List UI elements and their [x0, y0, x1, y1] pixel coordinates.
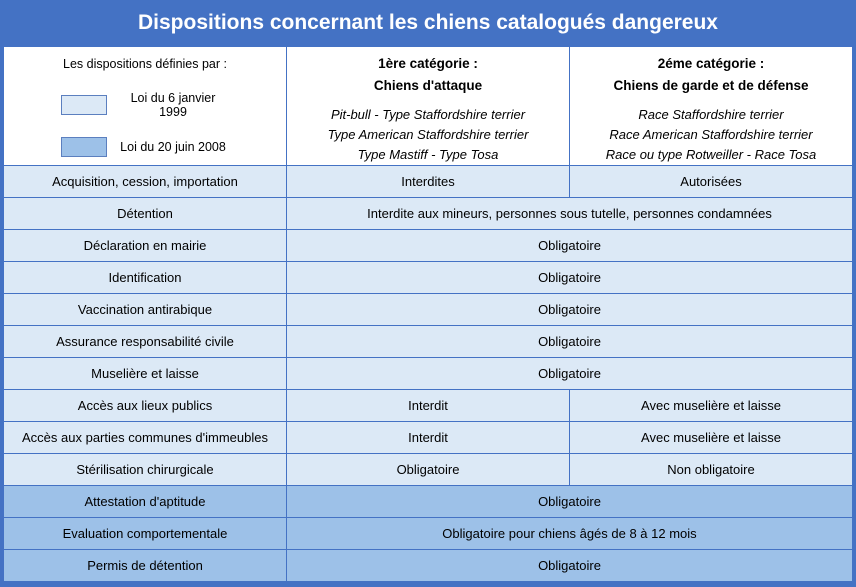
category-1-breed: Type American Staffordshire terrier — [327, 127, 529, 142]
row-shared-value: Obligatoire — [287, 486, 853, 518]
table-row — [4, 166, 853, 198]
category-2-heading-line2: Chiens de garde et de défense — [613, 78, 809, 93]
table-row — [4, 326, 853, 358]
table-row — [4, 550, 853, 582]
row-shared-value: Obligatoire — [287, 326, 853, 358]
row-shared-value: Obligatoire — [287, 230, 853, 262]
table-row — [4, 390, 853, 422]
row-cat2-value: Non obligatoire — [570, 454, 853, 486]
row-label: Muselière et laisse — [4, 358, 287, 390]
row-shared-value: Interdite aux mineurs, personnes sous tutelle, personnes condamnées — [287, 198, 853, 230]
table-row — [4, 294, 853, 326]
table-row — [4, 230, 853, 262]
row-cat1-value: Obligatoire — [287, 454, 570, 486]
row-label: Permis de détention — [4, 550, 287, 582]
table-row — [4, 262, 853, 294]
category-2-breed: Race Staffordshire terrier — [638, 107, 784, 122]
row-shared-value: Obligatoire — [287, 294, 853, 326]
category-1-heading-line2: Chiens d'attaque — [373, 78, 483, 93]
row-label: Attestation d'aptitude — [4, 486, 287, 518]
row-shared-value: Obligatoire pour chiens âgés de 8 à 12 mois — [287, 518, 853, 550]
row-cat1-value: Interdit — [287, 422, 570, 454]
row-label: Evaluation comportementale — [4, 518, 287, 550]
row-label: Accès aux lieux publics — [4, 390, 287, 422]
row-label: Identification — [4, 262, 287, 294]
row-cat2-value: Autorisées — [570, 166, 853, 198]
header-row — [4, 47, 853, 166]
row-label: Stérilisation chirurgicale — [4, 454, 287, 486]
category-2-breed: Race ou type Rotweiller - Race Tosa — [605, 147, 817, 162]
category-1-breed: Type Mastiff - Type Tosa — [357, 147, 499, 162]
table-row — [4, 518, 853, 550]
table-row — [4, 358, 853, 390]
table-row — [4, 422, 853, 454]
category-1-header — [287, 47, 570, 166]
row-cat2-value: Avec muselière et laisse — [570, 422, 853, 454]
table-row — [4, 198, 853, 230]
row-cat1-value: Interdit — [287, 390, 570, 422]
table-row — [4, 454, 853, 486]
category-2-header — [570, 47, 853, 166]
dispositions-table — [3, 46, 853, 582]
page-title: Dispositions concernant les chiens catalogués dangereux — [137, 11, 718, 34]
legend-item-2008 — [4, 137, 286, 157]
row-label: Déclaration en mairie — [4, 230, 287, 262]
row-shared-value: Obligatoire — [287, 550, 853, 582]
row-shared-value: Obligatoire — [287, 262, 853, 294]
legend-label-1999: Loi du 6 janvier 1999 — [130, 91, 216, 119]
category-1-breed: Pit-bull - Type Staffordshire terrier — [330, 107, 526, 122]
row-cat2-value: Avec muselière et laisse — [570, 390, 853, 422]
legend-item-1999 — [4, 91, 286, 119]
category-2-heading-line1: 2éme catégorie : — [657, 56, 765, 71]
row-label: Détention — [4, 198, 287, 230]
row-label: Acquisition, cession, importation — [4, 166, 287, 198]
row-label: Assurance responsabilité civile — [4, 326, 287, 358]
category-2-breed: Race American Staffordshire terrier — [609, 127, 813, 142]
row-cat1-value: Interdites — [287, 166, 570, 198]
table-row — [4, 486, 853, 518]
legend-intro: Les dispositions définies par : — [63, 57, 227, 71]
legend-swatch-dark — [61, 137, 107, 157]
legend-cell — [4, 47, 287, 166]
row-label: Vaccination antirabique — [4, 294, 287, 326]
row-shared-value: Obligatoire — [287, 358, 853, 390]
category-1-heading-line1: 1ère catégorie : — [378, 56, 478, 71]
legend-label-2008: Loi du 20 juin 2008 — [120, 140, 226, 154]
legend-swatch-light — [61, 95, 107, 115]
row-label: Accès aux parties communes d'immeubles — [4, 422, 287, 454]
